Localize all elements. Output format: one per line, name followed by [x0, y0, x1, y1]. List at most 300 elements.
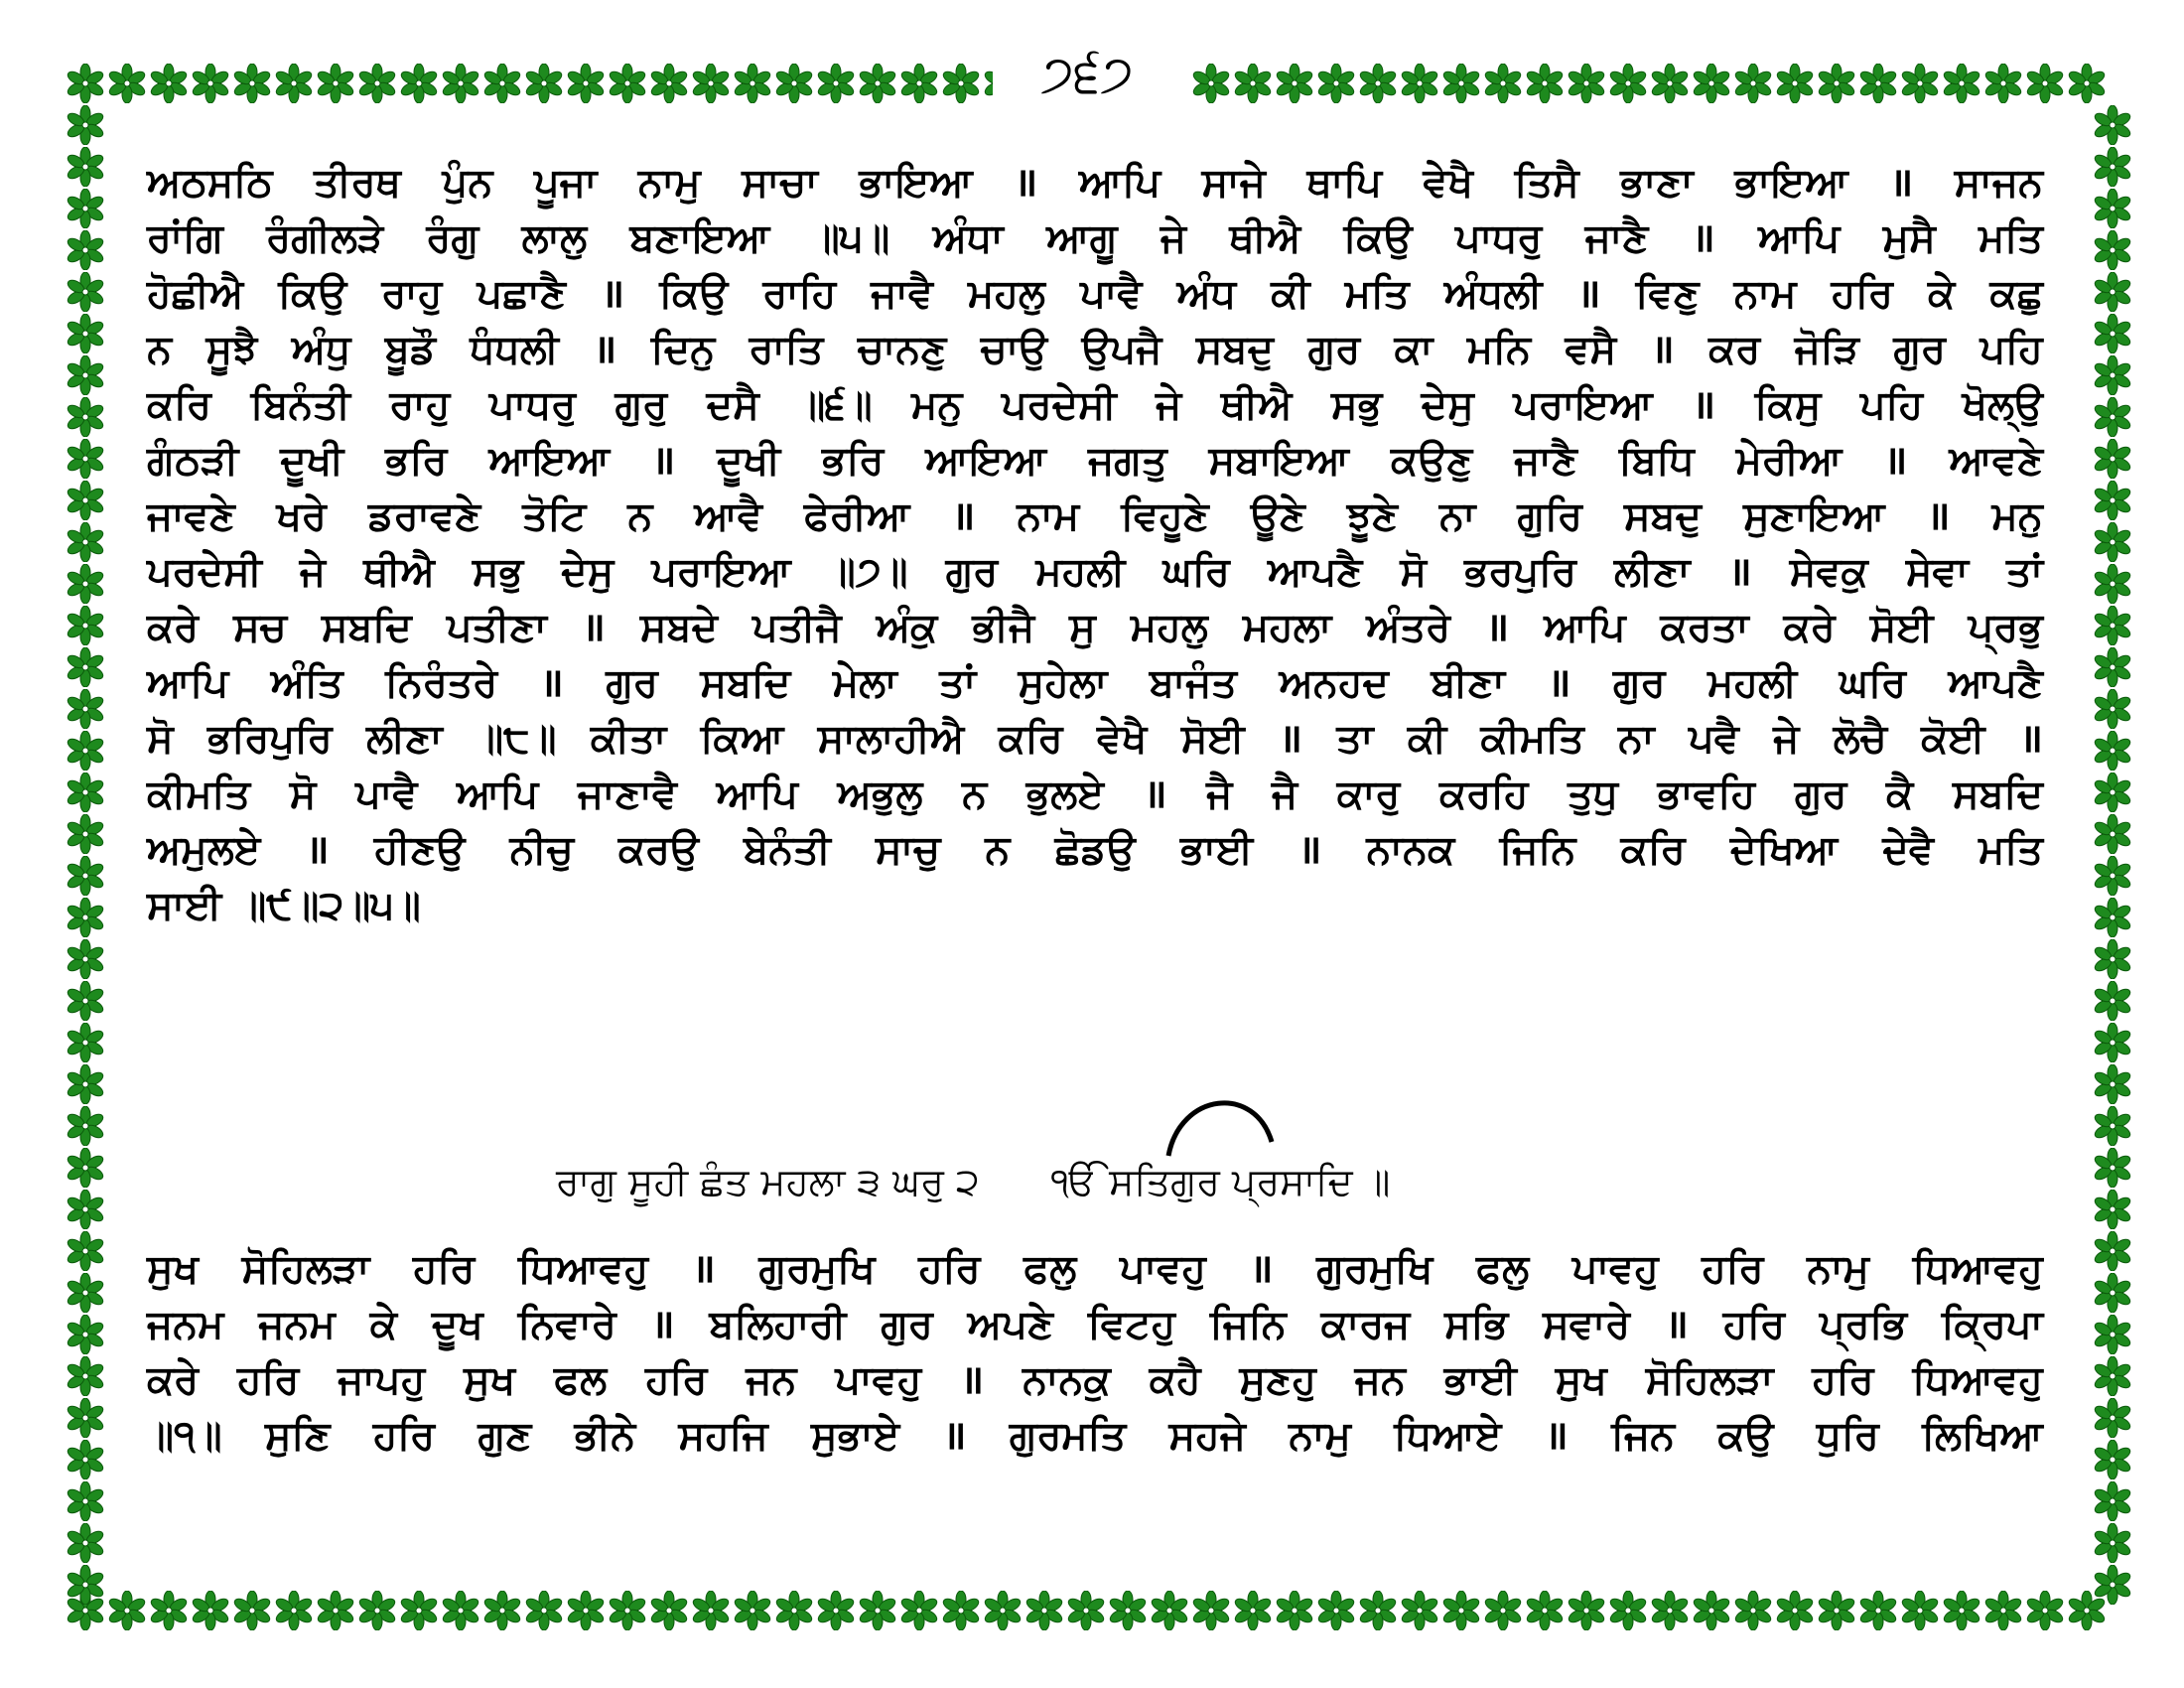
flower-ornament-icon — [66, 355, 105, 395]
word: ਕਰਿ — [1620, 827, 1686, 873]
word: ॥ — [1297, 827, 1322, 873]
flower-ornament-icon — [1650, 64, 1690, 103]
word: ਆਵੈ — [694, 493, 762, 539]
word: ਗੁਣ — [478, 1413, 532, 1459]
word: ਕਹੈ — [1149, 1357, 1201, 1403]
flower-ornament-icon — [1733, 1591, 1773, 1630]
flower-ornament-icon — [899, 1591, 939, 1630]
word: ਜੈ — [1272, 772, 1298, 817]
flower-ornament-icon — [66, 1148, 105, 1188]
text-line — [147, 1241, 2043, 1297]
flower-ornament-icon — [66, 1440, 105, 1479]
word: ਸੋਈ — [1180, 716, 1245, 762]
flower-ornament-icon — [66, 856, 105, 896]
flower-ornament-icon — [2093, 355, 2132, 395]
text-line — [147, 878, 2043, 933]
flower-ornament-icon — [2067, 64, 2107, 103]
word: ਕਰਤਾ — [1660, 605, 1749, 650]
word: ॥ — [1692, 382, 1716, 428]
word: ਸਾਚਾ — [742, 160, 818, 206]
flower-ornament-icon — [2093, 522, 2132, 562]
word: ਨਾਮੁ — [637, 160, 701, 206]
word: ਨਾਮੁ — [1289, 1413, 1351, 1459]
flower-ornament-icon — [2093, 773, 2132, 812]
word: ਲੋਚੈ — [1833, 716, 1887, 762]
word: ਥੀਐ — [1220, 382, 1293, 428]
flower-ornament-icon — [357, 1591, 397, 1630]
word: ਜਨ — [746, 1357, 797, 1403]
word: ਸਭਿ — [1444, 1302, 1509, 1347]
flower-ornament-icon — [66, 105, 105, 145]
word: ਅੰਧ — [1176, 271, 1237, 317]
word: ਦੂਖੀ — [280, 438, 344, 484]
word: ਕਰ — [1708, 327, 1761, 372]
flower-ornament-icon — [816, 1591, 856, 1630]
flower-ornament-icon — [649, 64, 689, 103]
word: ਦਿਨੁ — [650, 327, 716, 372]
flower-ornament-icon — [524, 64, 564, 103]
flower-ornament-icon — [66, 647, 105, 687]
text-line — [147, 322, 2043, 377]
flower-ornament-icon — [1942, 1591, 1981, 1630]
flower-ornament-icon — [66, 1523, 105, 1563]
flower-ornament-icon — [66, 1481, 105, 1521]
word: ਪੁੰਨ — [442, 160, 493, 206]
word: ਕੇ — [1928, 271, 1956, 317]
word: ਕਿਉ — [1343, 215, 1413, 261]
word: ਗੁਰ — [1794, 772, 1847, 817]
word: ਰਾਹੁ — [381, 271, 443, 317]
word: ਅੰਧਲੀ — [1443, 271, 1543, 317]
flower-ornament-icon — [983, 1591, 1023, 1630]
flower-ornament-icon — [2093, 1315, 2132, 1354]
flower-ornament-icon — [2093, 1064, 2132, 1104]
word: ਹਰਿ — [1722, 1302, 1785, 1347]
flower-ornament-icon — [66, 189, 105, 228]
word: ਸੁਣਾਇਆ — [1743, 493, 1885, 539]
flower-ornament-icon — [66, 397, 105, 437]
word: ਜੇ — [1160, 215, 1186, 261]
flower-ornament-icon — [774, 1591, 814, 1630]
word: ਸਾਜੇ — [1201, 160, 1266, 206]
flower-ornament-icon — [2093, 1190, 2132, 1229]
word: ਕਰਉ — [617, 827, 699, 873]
word: ਤਾਂ — [2006, 549, 2043, 595]
word: ਪਾਵਹੁ — [1119, 1246, 1206, 1292]
word: ॥ — [1278, 716, 1302, 762]
word: ਗੁਰਮੁਖਿ — [1316, 1246, 1433, 1292]
flower-ornament-icon — [232, 64, 272, 103]
word: ਜਾਵੈ — [871, 271, 933, 317]
word: ਕਿਉ — [278, 271, 347, 317]
text-line — [147, 544, 2043, 600]
word: ਕਾਰੁ — [1336, 772, 1401, 817]
word: ਵਿਹੂਣੇ — [1121, 493, 1209, 539]
word: ਚਾਉ — [980, 327, 1048, 372]
word: ਮੇਲਾ — [832, 660, 897, 706]
flower-ornament-icon — [2093, 1440, 2132, 1479]
word: ਸਭੁ — [472, 549, 524, 595]
word: ਗੁਰ — [1893, 327, 1946, 372]
word: ਪਾਵੈ — [1080, 271, 1143, 317]
word: ਗੁਰ — [1612, 660, 1666, 706]
flower-ornament-icon — [1483, 1591, 1523, 1630]
word: ਸਬਦੇ — [639, 605, 718, 650]
word: ਗੁਰੁ — [614, 382, 668, 428]
word: ਕੀਮਤਿ — [1480, 716, 1584, 762]
word: ਪਤੀਜੈ — [752, 605, 842, 650]
flower-ornament-icon — [1692, 64, 1731, 103]
flower-ornament-icon — [1233, 1591, 1273, 1630]
word: ਕੇ — [369, 1302, 397, 1347]
word: ਰਾਂਗਿ — [147, 215, 223, 261]
word: ਜੈ — [1206, 772, 1233, 817]
flower-ornament-icon — [2093, 856, 2132, 896]
word: ਦੂਖੀ — [717, 438, 781, 484]
word: ਕੀਮਤਿ — [147, 772, 251, 817]
word: ਸੋ — [1400, 549, 1428, 595]
word: ਖਰੇ — [276, 493, 327, 539]
flower-ornament-icon — [566, 1591, 606, 1630]
word: ॥ — [305, 827, 330, 873]
word: ਮਤਿ — [1979, 215, 2043, 261]
word: ਲੀਣਾ — [366, 716, 443, 762]
word: ॥ — [951, 493, 976, 539]
word: ਲਿਖਿਆ — [1922, 1413, 2043, 1459]
word: ਭਰਿ — [385, 438, 448, 484]
flower-ornament-icon — [2093, 898, 2132, 937]
word: ਆਇਆ — [925, 438, 1047, 484]
word: ਫਲੁ — [1475, 1246, 1530, 1292]
word: ਨ — [985, 827, 1011, 873]
word: ਪਾਵਹੁ — [835, 1357, 922, 1403]
word: ॥੧॥ — [147, 1413, 222, 1459]
word: ਸੁਣਿ — [264, 1413, 331, 1459]
flower-ornament-icon — [66, 230, 105, 270]
ik-onkar-arc — [1160, 1082, 1280, 1162]
word: ਪਾਵਹੁ — [1571, 1246, 1659, 1292]
word: ਦੇਵੈ — [1882, 827, 1934, 873]
word: ਧਿਆਵਹੁ — [1912, 1246, 2043, 1292]
flower-ornament-icon — [1733, 64, 1773, 103]
flower-ornament-icon — [107, 64, 147, 103]
word: ਸਹਜੇ — [1168, 1413, 1246, 1459]
word: ਕਰਿ — [998, 716, 1063, 762]
flower-ornament-icon — [66, 689, 105, 729]
flower-ornament-icon — [66, 272, 105, 312]
flower-ornament-icon — [1483, 64, 1523, 103]
flower-ornament-icon — [1066, 1591, 1106, 1630]
word: ॥ — [1485, 605, 1510, 650]
word: ਸੁਖ — [464, 1357, 516, 1403]
word: ਦੇਸੁ — [1421, 382, 1474, 428]
word: ਲਾਲੁ — [521, 215, 588, 261]
word: ॥੬॥ — [798, 382, 873, 428]
word: ਆਇਆ — [488, 438, 611, 484]
word: ਜੇ — [1156, 382, 1182, 428]
page-number: ੭੬੭ — [993, 40, 1181, 109]
flower-ornament-icon — [816, 64, 856, 103]
word: ਸਭੁ — [1330, 382, 1383, 428]
flower-ornament-icon — [2093, 1523, 2132, 1563]
word: ਜਗਤੁ — [1088, 438, 1167, 484]
flower-ornament-icon — [1275, 1591, 1314, 1630]
word: ॥ — [1014, 160, 1038, 206]
word: ਨ — [627, 493, 653, 539]
word: ਕਿਸੁ — [1754, 382, 1822, 428]
word: ਸੋਈ — [1869, 605, 1934, 650]
word: ॥੫॥ — [812, 215, 890, 261]
word: ਥੀਐ — [363, 549, 435, 595]
word: ਮਨਿ — [1466, 327, 1532, 372]
flower-ornament-icon — [441, 1591, 480, 1630]
flower-ornament-icon — [191, 64, 230, 103]
word: ਆਪਿ — [1544, 605, 1626, 650]
flower-ornament-icon — [1900, 1591, 1940, 1630]
text-line — [147, 711, 2043, 767]
flower-ornament-icon — [66, 1565, 105, 1605]
word: ਹੋਛੀਐ — [147, 271, 244, 317]
word: ਘਰਿ — [1839, 660, 1907, 706]
flower-ornament-icon — [2093, 731, 2132, 771]
flower-ornament-icon — [2093, 439, 2132, 479]
flower-ornament-icon — [1108, 1591, 1148, 1630]
flower-ornament-icon — [316, 1591, 355, 1630]
word: ॥ — [1727, 549, 1752, 595]
word: ਭਾਈ — [1179, 827, 1254, 873]
flower-ornament-icon — [66, 64, 105, 103]
flower-ornament-icon — [66, 314, 105, 353]
word: ਪਾਧਰੁ — [488, 382, 577, 428]
word: ਜਾਣਾਵੈ — [577, 772, 677, 817]
word: ਕਰੇ — [147, 605, 200, 650]
word: ਅੰਧਾ — [932, 215, 1004, 261]
flower-ornament-icon — [66, 1273, 105, 1313]
word: ਹਰਿ — [413, 1246, 476, 1292]
word: ਰੰਗੁ — [426, 215, 479, 261]
word: ਅਨਹਦ — [1279, 660, 1389, 706]
flower-ornament-icon — [1775, 1591, 1815, 1630]
word: ਸੁਹੇਲਾ — [1018, 660, 1108, 706]
flower-ornament-icon — [66, 898, 105, 937]
word: ਮਨੁ — [1991, 493, 2043, 539]
flower-ornament-icon — [1316, 64, 1356, 103]
word: ਤੋਟਿ — [522, 493, 587, 539]
flower-ornament-icon — [66, 1023, 105, 1062]
flower-ornament-icon — [66, 939, 105, 979]
flower-ornament-icon — [774, 64, 814, 103]
word: ਖੋਲ੍ਉ — [1962, 382, 2043, 428]
word: ਨੀਚੁ — [509, 827, 574, 873]
word: ਹਰਿ — [237, 1357, 300, 1403]
word: ਸਾਚੁ — [876, 827, 941, 873]
word: ਕਉ — [1717, 1413, 1774, 1459]
flower-ornament-icon — [66, 1064, 105, 1104]
flower-ornament-icon — [2093, 606, 2132, 645]
flower-ornament-icon — [1191, 64, 1231, 103]
word: ਹਰਿ — [1831, 271, 1893, 317]
flower-ornament-icon — [2025, 64, 2065, 103]
word: ਗੁਰ — [606, 660, 658, 706]
word: ਜਨ — [1354, 1357, 1406, 1403]
word: ਭਾਇਆ — [859, 160, 973, 206]
flower-ornament-icon — [608, 64, 647, 103]
word: ਨਿਰੰਤਰੇ — [385, 660, 498, 706]
word: ਝੂਣੇ — [1346, 493, 1398, 539]
flower-ornament-icon — [1525, 1591, 1565, 1630]
word: ਹਰਿ — [1812, 1357, 1874, 1403]
word: ਕਿਆ — [700, 716, 784, 762]
flower-ornament-icon — [2093, 1565, 2132, 1605]
word: ਪਛਾਣੈ — [477, 271, 566, 317]
word: ਧਿਆਏ — [1394, 1413, 1502, 1459]
word: ॥ — [1883, 438, 1908, 484]
word: ਆਪਿ — [147, 660, 229, 706]
flower-ornament-icon — [524, 1591, 564, 1630]
word: ਪਰਾਇਆ — [1513, 382, 1653, 428]
flower-ornament-icon — [1983, 1591, 2023, 1630]
flower-ornament-icon — [2093, 272, 2132, 312]
flower-ornament-icon — [1858, 1591, 1898, 1630]
word: ਜਾਣੈ — [1514, 438, 1577, 484]
flower-ornament-icon — [2093, 939, 2132, 979]
word: ਤਾ — [1336, 716, 1374, 762]
word: ਛੋਡਉ — [1054, 827, 1136, 873]
word: ਸੇਵਕੁ — [1789, 549, 1868, 595]
word: ਪ੍ਰਭਿ — [1819, 1302, 1907, 1347]
word: ॥ — [2018, 716, 2043, 762]
word: ॥ — [1889, 160, 1914, 206]
flower-ornament-icon — [1441, 1591, 1481, 1630]
word: ਪਾਵੈ — [355, 772, 418, 817]
word: ਬਿਧਿ — [1618, 438, 1695, 484]
word: ਹੀਣਉ — [373, 827, 466, 873]
text-line — [147, 489, 2043, 544]
flower-ornament-icon — [1608, 1591, 1648, 1630]
word: ਮਹਲੀ — [1035, 549, 1126, 595]
word: ਜਾਣੈ — [1584, 215, 1649, 261]
word: ਸੁਣਹੁ — [1239, 1357, 1316, 1403]
flower-ornament-icon — [66, 1106, 105, 1146]
flower-ornament-icon — [733, 1591, 772, 1630]
flower-ornament-icon — [2093, 1023, 2132, 1062]
flower-ornament-icon — [691, 64, 731, 103]
word: ਕਰੇ — [1783, 605, 1836, 650]
flower-ornament-icon — [1692, 1591, 1731, 1630]
word: ਸਬਦੁ — [1195, 327, 1274, 372]
text-line — [147, 1408, 2043, 1464]
flower-ornament-icon — [1191, 1591, 1231, 1630]
word: ॥ — [691, 1246, 716, 1292]
word: ਬੂਡੌ — [384, 327, 436, 372]
flower-ornament-icon — [566, 64, 606, 103]
word: ਸਾਜਨ — [1954, 160, 2043, 206]
word: ਕੀ — [1407, 716, 1447, 762]
word: ਜਿਨਿ — [1499, 827, 1576, 873]
word: ਧੰਧਲੀ — [470, 327, 559, 372]
word: ਘਰਿ — [1162, 549, 1230, 595]
word: ਭੀਜੈ — [972, 605, 1035, 650]
word: ਮਤਿ — [1979, 827, 2043, 873]
flower-ornament-icon — [941, 64, 981, 103]
flower-ornament-icon — [66, 1356, 105, 1396]
flower-ornament-icon — [357, 64, 397, 103]
word: ਸਬਦਿ — [321, 605, 412, 650]
word: ਜਨਮ — [258, 1302, 336, 1347]
word: ਰੰਗੀਲੜੇ — [266, 215, 384, 261]
word: ਪਰਾਇਆ — [651, 549, 791, 595]
flower-ornament-icon — [107, 1591, 147, 1630]
word: ਬਿਨੰਤੀ — [250, 382, 350, 428]
word: ਸੇਵਾ — [1905, 549, 1969, 595]
mool-mantar — [1051, 1144, 1391, 1219]
word: ਜਨਮ — [147, 1302, 224, 1347]
word: ਵਿਟਹੁ — [1087, 1302, 1175, 1347]
flower-ornament-icon — [274, 1591, 314, 1630]
flower-ornament-icon — [482, 1591, 522, 1630]
word: ਪਰਦੇਸੀ — [1001, 382, 1117, 428]
flower-ornament-icon — [2093, 147, 2132, 187]
flower-ornament-icon — [441, 64, 480, 103]
word: ਨਾਨਕੁ — [1023, 1357, 1111, 1403]
flower-ornament-icon — [2093, 1148, 2132, 1188]
word: ਕੀ — [1271, 271, 1310, 317]
text-line — [147, 767, 2043, 822]
word: ਅਠਸਠਿ — [147, 160, 273, 206]
flower-ornament-icon — [2093, 1481, 2132, 1521]
word: ॥ — [1664, 1302, 1689, 1347]
flower-ornament-icon — [482, 64, 522, 103]
word: ਸਬਾਇਆ — [1208, 438, 1349, 484]
flower-ornament-icon — [1567, 64, 1606, 103]
word: ਮਹਲੀ — [1707, 660, 1798, 706]
word: ਧਿਆਵਹੁ — [517, 1246, 649, 1292]
word: ਪਹਿ — [1859, 382, 1924, 428]
word: ਆਪਿ — [1078, 160, 1161, 206]
flower-ornament-icon — [66, 606, 105, 645]
flower-ornament-icon — [1608, 64, 1648, 103]
flower-ornament-icon — [1775, 64, 1815, 103]
word: ਜੋੜਿ — [1794, 327, 1859, 372]
word: ॥ — [1544, 1413, 1569, 1459]
word: ਗੁਰ — [945, 549, 999, 595]
flower-ornament-icon — [2093, 1273, 2132, 1313]
word: ਪਾਧਰੁ — [1455, 215, 1543, 261]
word: ਮੇਰੀਆ — [1735, 438, 1843, 484]
flower-ornament-icon — [2025, 1591, 2065, 1630]
word: ॥੯॥੨॥੫॥ — [239, 883, 421, 928]
text-line — [147, 822, 2043, 878]
word: ਅਭੁਲੁ — [837, 772, 923, 817]
word: ਭਰਿ — [822, 438, 885, 484]
flower-ornament-icon — [2093, 397, 2132, 437]
word: ਥਾਪਿ — [1306, 160, 1382, 206]
flower-ornament-icon — [2093, 189, 2132, 228]
word: ਅੰਕੁ — [876, 605, 938, 650]
flower-ornament-icon — [1275, 64, 1314, 103]
flower-ornament-icon — [1858, 64, 1898, 103]
flower-ornament-icon — [66, 981, 105, 1021]
word: ਆਪਿ — [457, 772, 539, 817]
word: ਸਵਾਰੇ — [1543, 1302, 1630, 1347]
word: ਜੇ — [1773, 716, 1800, 762]
word: ਤਾਂ — [939, 660, 977, 706]
scripture-text-block-2 — [147, 1241, 2043, 1464]
text-line — [147, 266, 2043, 322]
word: ਸਬਦਿ — [700, 660, 791, 706]
word: ਹਰਿ — [372, 1413, 436, 1459]
word: ਸੁ — [1069, 605, 1096, 650]
